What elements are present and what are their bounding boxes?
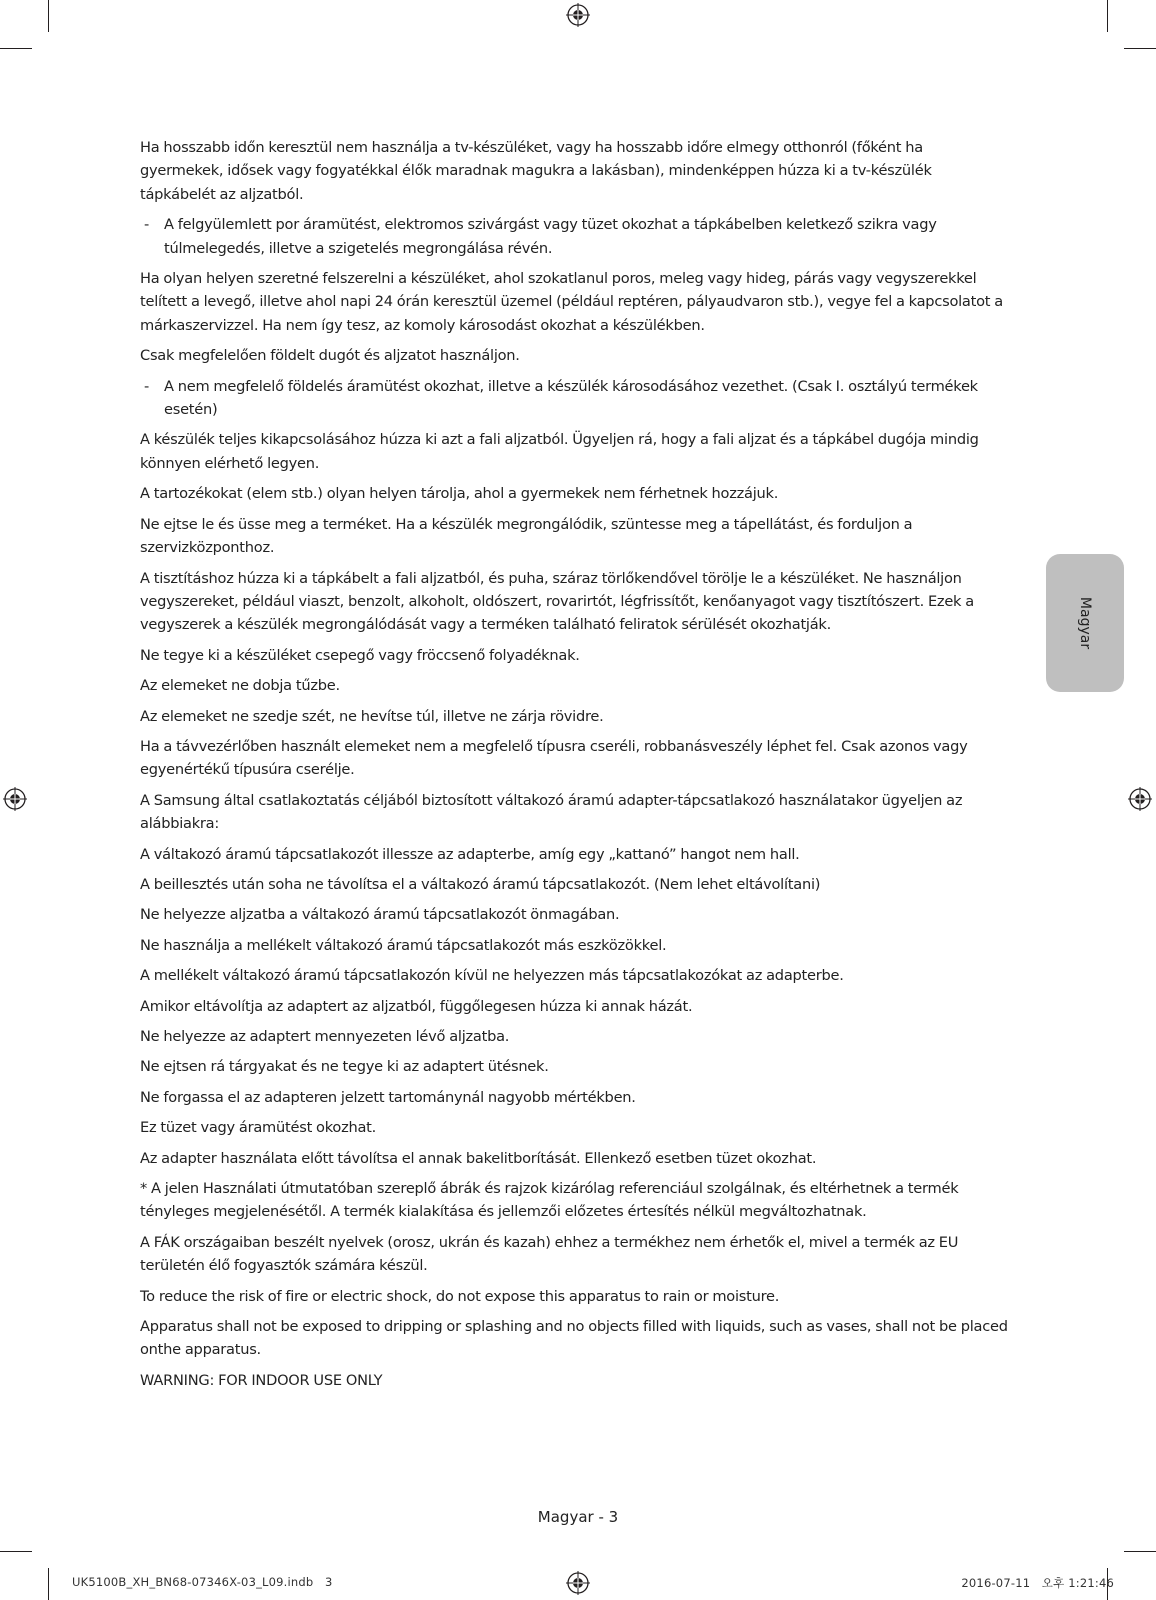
registration-mark-right-icon [1128, 787, 1152, 811]
footer-file-name: UK5100B_XH_BN68-07346X-03_L09.indb 3 [72, 1575, 333, 1589]
sub-paragraph-1 [140, 213, 1010, 260]
paragraph-19: A mellékelt váltakozó áramú tápcsatlakozón kívül ne helyezzen más tápcsatlakozókat az adapterbe. [140, 967, 844, 985]
paragraph-21: Ne helyezze az adaptert mennyezeten lévő aljzatba. [140, 1028, 510, 1045]
language-side-tab [1046, 554, 1124, 692]
paragraph-3: Ha olyan helyen szeretné felszerelni a készüléket, ahol szokatlanul poros, meleg vagy hideg, párás vagy vegyszerekkel telített a levegő, illetve ahol napi 24 órán keresztül üzemel (például reptéren, pályaudvaron stb.), vegye fel a kapcsolatot a márkaszervizzel. Ha nem így tesz, az komoly károsodást okozhat a készülékben. [140, 270, 1003, 334]
dash-bullet: - [144, 377, 150, 395]
crop-mark-top-right-horizontal [1124, 48, 1156, 49]
paragraph-16: A beillesztés után soha ne távolítsa el a váltakozó áramú tápcsatlakozót. (Nem lehet eltávolítani) [140, 875, 821, 893]
paragraph-28: To reduce the risk of fire or electric shock, do not expose this apparatus to rain or moisture. [140, 1287, 780, 1305]
paragraph-7: A tartozékokat (elem stb.) olyan helyen tárolja, ahol a gyermekek nem férhetnek hozzájuk. [140, 485, 779, 503]
paragraph-30: WARNING: FOR INDOOR USE ONLY [140, 1371, 383, 1389]
registration-mark-bottom-icon [566, 1571, 590, 1595]
paragraph-10: Ne tegye ki a készüléket csepegő vagy fröccsenő folyadéknak. [140, 646, 580, 664]
paragraph-23: Ne forgassa el az adapteren jelzett tartománynál nagyobb mértékben. [140, 1088, 636, 1106]
crop-mark-top-right-vertical [1107, 0, 1108, 32]
dash-bullet: - [144, 216, 150, 234]
paragraph-22: Ne ejtsen rá tárgyakat és ne tegye ki az adaptert ütésnek. [140, 1058, 549, 1076]
paragraph-6: A készülék teljes kikapcsolásához húzza ki azt a fali aljzatból. Ügyeljen rá, hogy a fali aljzat és a tápkábel dugója mindig könnyen elérhető legyen. [140, 431, 979, 472]
paragraph-24: Ez tüzet vagy áramütést okozhat. [140, 1119, 377, 1137]
paragraph-14: A Samsung által csatlakoztatás céljából biztosított váltakozó áramú adapter-tápcsatlakozó használatakor ügyeljen az alábbiakra: [140, 791, 963, 833]
sub-paragraph-text: A felgyülemlett por áramütést, elektromos szivárgást vagy tüzet okozhat a tápkábelben keletkező szikra vagy túlmelegedés, illetve a szigetelés megrongálása révén. [164, 216, 937, 257]
sub-paragraph-2 [140, 375, 1010, 422]
paragraph-13: Ha a távvezérlőben használt elemeket nem a megfelelő típusra cseréli, robbanásveszély léphet fel. Csak azonos vagy egyenértékű típusúra cserélje. [140, 737, 968, 779]
paragraph-18: Ne használja a mellékelt váltakozó áramú tápcsatlakozót más eszközökkel. [140, 936, 667, 954]
safety-instructions-text [140, 136, 1010, 1399]
registration-mark-top-icon [566, 3, 590, 27]
paragraph-25: Az adapter használata előtt távolítsa el annak bakelitborítását. Ellenkező esetben tüzet okozhat. [140, 1149, 817, 1167]
language-tab-label: Magyar [1077, 596, 1093, 650]
paragraph-26: * A jelen Használati útmutatóban szereplő ábrák és rajzok kizárólag referenciául szolgálnak, és eltérhetnek a termék tényleges megjelenésétől. A termék kialakítása és jellemzői előzetes értesítés nélkül megváltozhatnak. [140, 1180, 959, 1221]
crop-mark-bottom-left-horizontal [0, 1551, 32, 1552]
footer-timestamp: 2016-07-11 오후 1:21:46 [961, 1576, 1114, 1590]
paragraph-11: Az elemeket ne dobja tűzbe. [140, 677, 340, 695]
paragraph-12: Az elemeket ne szedje szét, ne hevítse túl, illetve ne zárja rövidre. [140, 707, 604, 725]
sub-paragraph-text: A nem megfelelő földelés áramütést okozhat, illetve a készülék károsodásához vezethet. (Csak I. osztályú termékek esetén) [164, 377, 978, 419]
paragraph-15: A váltakozó áramú tápcsatlakozót illessze az adapterbe, amíg egy „kattanó” hangot nem hall. [140, 845, 800, 863]
paragraph-4: Csak megfelelően földelt dugót és aljzatot használjon. [140, 347, 520, 365]
paragraph-9: A tisztításhoz húzza ki a tápkábelt a fali aljzatból, és puha, száraz törlőkendővel törölje le a készüléket. Ne használjon vegyszereket, például viaszt, benzolt, alkoholt, oldószert, rovarirtót, légfrissítőt, kenőanyagot vagy tisztítószert. Ezek a vegyszerek a készülék megrongálódását vagy a terméken található feliratok sérülését okozhatják. [140, 569, 974, 634]
page-number: Magyar - 3 [537, 1508, 619, 1526]
registration-mark-left-icon [3, 787, 27, 811]
paragraph-29: Apparatus shall not be exposed to dripping or splashing and no objects filled with liquids, such as vases, shall not be placed onthe apparatus. [140, 1318, 1008, 1359]
crop-mark-top-left-horizontal [0, 48, 32, 49]
crop-mark-top-left-vertical [48, 0, 49, 32]
crop-mark-bottom-right-horizontal [1124, 1551, 1156, 1552]
paragraph-17: Ne helyezze aljzatba a váltakozó áramú tápcsatlakozót önmagában. [140, 906, 620, 924]
crop-mark-bottom-left-vertical [48, 1568, 49, 1600]
paragraph-20: Amikor eltávolítja az adaptert az aljzatból, függőlegesen húzza ki annak házát. [140, 997, 693, 1015]
paragraph-8: Ne ejtse le és üsse meg a terméket. Ha a készülék megrongálódik, szüntesse meg a tápellátást, és forduljon a szervizközponthoz. [140, 515, 913, 557]
paragraph-27: A FÁK országaiban beszélt nyelvek (orosz, ukrán és kazah) ehhez a termékhez nem érhetők el, mivel a termék az EU területén élő fogyasztók számára készül. [140, 1233, 959, 1275]
paragraph-1: Ha hosszabb időn keresztül nem használja a tv-készüléket, vagy ha hosszabb időre elmegy otthonról (főként ha gyermekek, idősek vagy fogyatékkal élők maradnak magukra a lakásban), mindenképpen húzza ki a tv-készülék tápkábelét az aljzatból. [140, 139, 932, 203]
